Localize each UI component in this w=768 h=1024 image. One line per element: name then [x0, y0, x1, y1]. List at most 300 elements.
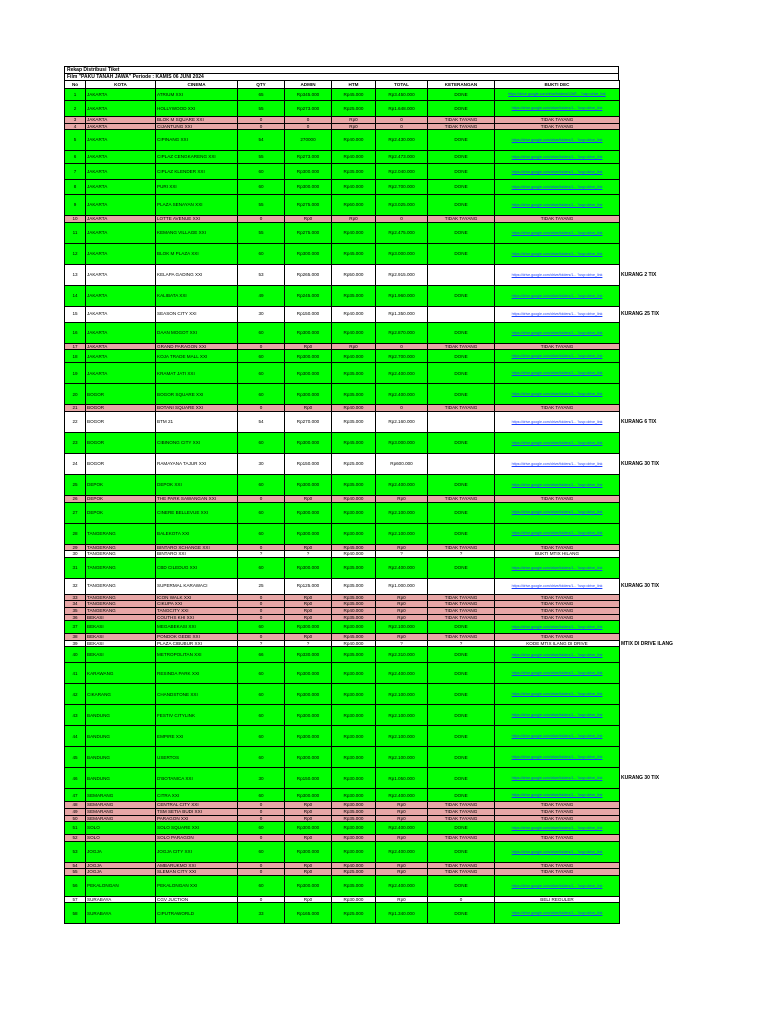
row-admin: Rp273.000 [285, 151, 332, 164]
bukti-drive-link[interactable]: https://drive.google.com/drive/folders/1... ?usp=drive_link [495, 841, 620, 862]
bukti-drive-link[interactable]: https://drive.google.com/drive/folders/1... ?usp=drive_link [495, 180, 620, 195]
table-header-row [65, 81, 620, 89]
row-htm: Rp30.000 [332, 896, 376, 903]
bukti-drive-link[interactable]: https://drive.google.com/drive/folders/1... ?usp=drive_link [495, 789, 620, 802]
row-qty: 33 [238, 903, 285, 924]
row-total: Rp2.040.000 [376, 164, 428, 180]
col-header-admin: ADMIN [285, 81, 332, 89]
row-qty: 0 [238, 117, 285, 124]
row-cinema: CINERE BELLEVUE XXI [156, 502, 238, 523]
row-qty: 0 [238, 634, 285, 641]
table-row [65, 578, 620, 594]
bukti-drive-link[interactable]: https://drive.google.com/drive/folders/1... ?usp=drive_link [495, 523, 620, 544]
row-total: 0 [376, 343, 428, 350]
row-admin: Rp273.000 [285, 101, 332, 117]
row-no: 41 [65, 663, 86, 684]
table-row [65, 411, 620, 432]
row-htm: Rp35.000 [332, 557, 376, 578]
row-no: 18 [65, 350, 86, 363]
row-bukti: TIDAK TAYANG [495, 117, 620, 124]
row-admin: Rp345.000 [285, 89, 332, 101]
row-cinema: BOGOR SQUARE XXI [156, 384, 238, 405]
row-qty: ? [238, 551, 285, 558]
table-row [65, 768, 620, 789]
row-qty: 60 [238, 164, 285, 180]
row-no: 22 [65, 411, 86, 432]
shortage-note: KURANG 2 TIX [621, 271, 657, 278]
bukti-drive-link[interactable]: https://drive.google.com/drive/folders/1... ?usp=drive_link [495, 151, 620, 164]
row-cinema: KELAPA GADING XXI [156, 264, 238, 285]
bukti-drive-link[interactable]: https://drive.google.com/drive/folders/1... ?usp=drive_link [495, 747, 620, 768]
shortage-note: KURANG 6 TIX [621, 418, 657, 425]
row-htm: Rp45.000 [332, 243, 376, 264]
row-total: Rp0 [376, 869, 428, 876]
row-admin: Rp300.000 [285, 384, 332, 405]
row-admin: Rp0 [285, 601, 332, 608]
col-header-qty: QTY [238, 81, 285, 89]
row-kota: TANGERANG [86, 544, 156, 551]
row-cinema: CBD CILEDUG XXI [156, 557, 238, 578]
row-keterangan: DONE [428, 89, 495, 101]
row-htm: Rp25.000 [332, 101, 376, 117]
row-kota: DEPOK [86, 495, 156, 502]
row-keterangan: DONE [428, 822, 495, 835]
row-no: 3 [65, 117, 86, 124]
bukti-drive-link[interactable]: https://drive.google.com/drive/folders/1... ?usp=drive_link [495, 726, 620, 747]
row-htm: Rp40.000 [332, 130, 376, 151]
table-row [65, 789, 620, 802]
row-no: 31 [65, 557, 86, 578]
row-admin: Rp300.000 [285, 684, 332, 705]
row-htm: Rp30.000 [332, 705, 376, 726]
row-cinema: SLEMAN CITY XXI [156, 869, 238, 876]
row-keterangan: DONE [428, 222, 495, 243]
bukti-drive-link[interactable]: https://drive.google.com/drive/folders/1... ?usp=drive_link [495, 557, 620, 578]
row-kota: TANGERANG [86, 557, 156, 578]
row-admin: Rp0 [285, 862, 332, 869]
row-cinema: USERTOS [156, 747, 238, 768]
row-keterangan: TIDAK TAYANG [428, 594, 495, 601]
row-bukti: TIDAK TAYANG [495, 634, 620, 641]
bukti-drive-link[interactable]: https://drive.google.com/drive/folders/1... ?usp=drive_link [495, 350, 620, 363]
row-htm: Rp35.000 [332, 808, 376, 815]
row-admin: Rp125.000 [285, 578, 332, 594]
table-row [65, 123, 620, 130]
bukti-drive-link[interactable]: https://drive.google.com/drive/folders/1... ?usp=drive_link [495, 875, 620, 896]
row-total: Rp0 [376, 614, 428, 621]
row-htm: Rp50.000 [332, 264, 376, 285]
bukti-drive-link[interactable]: https://drive.google.com/drive/folders/1... ?usp=drive_link [495, 264, 620, 285]
row-qty: 60 [238, 705, 285, 726]
row-cinema: KOJA TRADE MALL XXI [156, 350, 238, 363]
row-keterangan: DONE [428, 557, 495, 578]
row-keterangan [428, 411, 495, 432]
row-total: Rp2.100.000 [376, 621, 428, 634]
table-row [65, 322, 620, 343]
row-total: Rp2.475.000 [376, 222, 428, 243]
row-cinema: CHANDSTONE XXI [156, 684, 238, 705]
bukti-drive-link[interactable]: https://drive.google.com/drive/folders/1... ?usp=drive_link [495, 453, 620, 474]
row-htm: Rp40.000 [332, 151, 376, 164]
row-keterangan: DONE [428, 747, 495, 768]
row-qty: 54 [238, 130, 285, 151]
row-admin: Rp150.000 [285, 453, 332, 474]
table-row [65, 663, 620, 684]
row-no: 36 [65, 614, 86, 621]
table-row [65, 453, 620, 474]
row-no: 4 [65, 123, 86, 130]
bukti-drive-link[interactable]: https://drive.google.com/drive/folders/1... ?usp=drive_link [495, 578, 620, 594]
row-qty: 60 [238, 243, 285, 264]
row-kota: JAKARTA [86, 130, 156, 151]
row-cinema: BTM 21 [156, 411, 238, 432]
row-total: Rp2.310.000 [376, 647, 428, 663]
row-total: Rp3.025.000 [376, 195, 428, 216]
row-admin: Rp165.000 [285, 903, 332, 924]
row-keterangan: DONE [428, 285, 495, 306]
row-kota: BANDUNG [86, 768, 156, 789]
row-cinema: CIPINANG XXI [156, 130, 238, 151]
row-cinema: AMBARUKMO XXI [156, 862, 238, 869]
row-total: Rp2.400.000 [376, 363, 428, 384]
row-kota: SEMARANG [86, 808, 156, 815]
row-no: 49 [65, 808, 86, 815]
row-total: Rp0 [376, 835, 428, 842]
bukti-drive-link[interactable]: https://drive.google.com/drive/folders/1... ?usp=drive_link [495, 684, 620, 705]
row-bukti: TIDAK TAYANG [495, 808, 620, 815]
row-cinema: LOTTE AVENUE XXI [156, 216, 238, 223]
bukti-drive-link[interactable]: https://drive.google.com/drive/folders/1... ?usp=drive_link [495, 164, 620, 180]
row-no: 1 [65, 89, 86, 101]
row-total: Rp2.870.000 [376, 322, 428, 343]
row-admin: Rp0 [285, 835, 332, 842]
row-htm: Rp35.000 [332, 815, 376, 822]
row-qty: 0 [238, 544, 285, 551]
table-row [65, 862, 620, 869]
table-row [65, 903, 620, 924]
row-cinema: CITRA XXI [156, 789, 238, 802]
row-admin: Rp0 [285, 216, 332, 223]
row-admin: Rp300.000 [285, 322, 332, 343]
row-no: 46 [65, 768, 86, 789]
row-keterangan: DONE [428, 350, 495, 363]
row-kota: JAKARTA [86, 89, 156, 101]
row-no: 23 [65, 432, 86, 453]
row-admin: Rp300.000 [285, 474, 332, 495]
row-admin: Rp150.000 [285, 306, 332, 322]
row-admin: Rp0 [285, 544, 332, 551]
row-cinema: KALIBATA XXI [156, 285, 238, 306]
row-qty: 60 [238, 789, 285, 802]
row-kota: SOLO [86, 822, 156, 835]
row-total: Rp2.160.000 [376, 411, 428, 432]
table-row [65, 405, 620, 412]
shortage-note: KURANG 30 TIX [621, 460, 660, 467]
row-qty: 0 [238, 216, 285, 223]
row-no: 16 [65, 322, 86, 343]
row-keterangan: 0 [428, 896, 495, 903]
row-keterangan: TIDAK TAYANG [428, 123, 495, 130]
row-keterangan: TIDAK TAYANG [428, 544, 495, 551]
row-kota: JAKARTA [86, 322, 156, 343]
row-no: 19 [65, 363, 86, 384]
row-htm: Rp30.000 [332, 747, 376, 768]
row-no: 27 [65, 502, 86, 523]
bukti-drive-link[interactable]: https://drive.google.com/drive/folders/1... ?usp=drive_link [495, 903, 620, 924]
row-cinema: SOLO SQUARE XXI [156, 822, 238, 835]
row-admin: Rp0 [285, 634, 332, 641]
row-no: 30 [65, 551, 86, 558]
row-keterangan: DONE [428, 502, 495, 523]
row-admin: Rp300.000 [285, 432, 332, 453]
row-no: 11 [65, 222, 86, 243]
row-admin: Rp300.000 [285, 822, 332, 835]
bukti-drive-link[interactable]: https://drive.google.com/drive/folders/1... ?usp=drive_link [495, 130, 620, 151]
row-admin: Rp300.000 [285, 875, 332, 896]
table-row [65, 747, 620, 768]
row-total: Rp2.100.000 [376, 705, 428, 726]
row-no: 17 [65, 343, 86, 350]
row-total: Rp2.400.000 [376, 841, 428, 862]
row-qty: 60 [238, 875, 285, 896]
bukti-drive-link[interactable]: https://drive.google.com/drive/folders/1... ?usp=drive_link [495, 285, 620, 306]
bukti-drive-link[interactable]: https://drive.google.com/drive/folders/1... ?usp=drive_link [495, 243, 620, 264]
row-keterangan: DONE [428, 875, 495, 896]
row-no: 52 [65, 835, 86, 842]
row-total: Rp0 [376, 601, 428, 608]
row-qty: 66 [238, 647, 285, 663]
table-row [65, 243, 620, 264]
row-kota: BANDUNG [86, 726, 156, 747]
row-cinema: ICON WALK XXI [156, 594, 238, 601]
bukti-drive-link[interactable]: https://drive.google.com/drive/folders/1... ?usp=drive_link [495, 647, 620, 663]
row-total: Rp1.960.000 [376, 285, 428, 306]
row-kota: SEMARANG [86, 815, 156, 822]
table-row [65, 869, 620, 876]
table-row [65, 216, 620, 223]
table-row [65, 896, 620, 903]
row-bukti: TIDAK TAYANG [495, 601, 620, 608]
row-bukti: TIDAK TAYANG [495, 614, 620, 621]
row-admin: Rp0 [285, 815, 332, 822]
row-cinema: PLAZA CIBUBUR XXI [156, 640, 238, 647]
row-keterangan: TIDAK TAYANG [428, 862, 495, 869]
row-total: 0 [376, 405, 428, 412]
row-qty: 60 [238, 384, 285, 405]
bukti-drive-link[interactable]: https://drive.google.com/drive/folders/1... ?usp=drive_link [495, 474, 620, 495]
row-total: 0 [376, 117, 428, 124]
row-htm: Rp25.000 [332, 453, 376, 474]
col-header-total: TOTAL [376, 81, 428, 89]
row-admin: Rp300.000 [285, 523, 332, 544]
table-row [65, 726, 620, 747]
row-kota: JAKARTA [86, 363, 156, 384]
row-kota: JOGJA [86, 869, 156, 876]
row-cinema: MEGABEKASI XXI [156, 621, 238, 634]
row-total: Rp0 [376, 802, 428, 809]
table-row [65, 601, 620, 608]
row-htm: Rp35.000 [332, 594, 376, 601]
bukti-drive-link[interactable]: https://drive.google.com/drive/folders/1... ?usp=drive_link [495, 195, 620, 216]
row-htm: Rp0 [332, 123, 376, 130]
row-kota: BOGOR [86, 411, 156, 432]
row-kota: JAKARTA [86, 343, 156, 350]
bukti-drive-link[interactable]: https://drive.google.com/drive/folders/1... ?usp=drive_link [495, 705, 620, 726]
row-admin: ? [285, 640, 332, 647]
table-row [65, 151, 620, 164]
bukti-drive-link[interactable]: https://drive.google.com/drive/folders/1... ?usp=drive_link [495, 306, 620, 322]
row-bukti: TIDAK TAYANG [495, 343, 620, 350]
row-qty: 60 [238, 474, 285, 495]
row-kota: JAKARTA [86, 306, 156, 322]
bukti-drive-link[interactable]: https://drive.google.com/drive/folders/1... ?usp=drive_link [495, 222, 620, 243]
row-admin: Rp0 [285, 343, 332, 350]
shortage-note: KURANG 30 TIX [621, 583, 660, 590]
row-qty: 0 [238, 808, 285, 815]
row-cinema: HOLLYWOOD XXI [156, 101, 238, 117]
bukti-drive-link[interactable]: https://drive.google.com/drive/folders/1... ?usp=drive_link [495, 663, 620, 684]
row-bukti: BUKTI MTIX HILANG [495, 551, 620, 558]
row-keterangan [428, 264, 495, 285]
row-no: 15 [65, 306, 86, 322]
bukti-drive-link[interactable]: https://drive.google.com/drive/folders/1... ?usp=drive_link [495, 432, 620, 453]
row-cinema: DEPOK XXI [156, 474, 238, 495]
table-row [65, 264, 620, 285]
row-kota: JAKARTA [86, 264, 156, 285]
row-total: Rp0 [376, 896, 428, 903]
row-qty: 60 [238, 502, 285, 523]
row-keterangan: TIDAK TAYANG [428, 614, 495, 621]
table-row [65, 822, 620, 835]
row-keterangan: DONE [428, 180, 495, 195]
sheet-title: Rekap Distribusi Tiket [64, 66, 619, 73]
row-cinema: COUTHS KHI XXI [156, 614, 238, 621]
row-keterangan: TIDAK TAYANG [428, 405, 495, 412]
row-cinema: RESINDA PARK XXI [156, 663, 238, 684]
bukti-drive-link[interactable]: https://drive.google.com/drive/folders/1... ?usp=drive_link [495, 363, 620, 384]
row-cinema: PURI XXI [156, 180, 238, 195]
row-admin: Rp275.000 [285, 195, 332, 216]
row-no: 32 [65, 578, 86, 594]
row-no: 55 [65, 869, 86, 876]
row-qty: 54 [238, 411, 285, 432]
row-htm: Rp60.000 [332, 195, 376, 216]
row-keterangan: DONE [428, 243, 495, 264]
row-kota: TANGERANG [86, 578, 156, 594]
bukti-drive-link[interactable]: https://drive.google.com/drive/folders/1... ?usp=drive_link [495, 768, 620, 789]
row-qty: 0 [238, 802, 285, 809]
row-cinema: DAAN MOGOT XXI [156, 322, 238, 343]
row-qty: 55 [238, 195, 285, 216]
row-htm: Rp40.000 [332, 180, 376, 195]
bukti-drive-link[interactable]: https://drive.google.com/drive/folders/1... ?usp=drive_link [495, 101, 620, 117]
row-bukti: TIDAK TAYANG [495, 594, 620, 601]
row-htm: Rp40.000 [332, 222, 376, 243]
row-cinema: KEMANG VILLAGE XXI [156, 222, 238, 243]
row-total: Rp2.473.000 [376, 151, 428, 164]
bukti-drive-link[interactable]: https://drive.google.com/drive/folders/1... ?usp=drive_link [495, 822, 620, 835]
row-keterangan: TIDAK TAYANG [428, 343, 495, 350]
table-row [65, 875, 620, 896]
row-admin: Rp300.000 [285, 789, 332, 802]
row-bukti: TIDAK TAYANG [495, 835, 620, 842]
row-keterangan [428, 453, 495, 474]
row-qty: 0 [238, 123, 285, 130]
row-total: Rp0 [376, 815, 428, 822]
row-total: Rp2.100.000 [376, 726, 428, 747]
row-htm: Rp40.000 [332, 306, 376, 322]
row-admin: 270000 [285, 130, 332, 151]
row-total: Rp2.700.000 [376, 180, 428, 195]
row-kota: JAKARTA [86, 101, 156, 117]
bukti-drive-link[interactable]: https://drive.google.com/drive/folders/1... ?usp=drive_link [495, 384, 620, 405]
bukti-drive-link[interactable]: https://drive.google.com/drive/folders/1... ?usp=drive_link [495, 322, 620, 343]
row-admin: Rp300.000 [285, 726, 332, 747]
col-header-kota: KOTA [86, 81, 156, 89]
row-keterangan: DONE [428, 647, 495, 663]
row-kota: BEKASI [86, 614, 156, 621]
row-qty: 0 [238, 896, 285, 903]
row-no: 42 [65, 684, 86, 705]
row-qty: 30 [238, 306, 285, 322]
row-admin: Rp300.000 [285, 502, 332, 523]
row-keterangan: TIDAK TAYANG [428, 607, 495, 614]
row-cinema: PEKALONGAN XXI [156, 875, 238, 896]
row-qty: 0 [238, 594, 285, 601]
row-kota: PEKALONGAN [86, 875, 156, 896]
table-row [65, 130, 620, 151]
row-total: Rp0 [376, 862, 428, 869]
table-row [65, 551, 620, 558]
table-row [65, 808, 620, 815]
bukti-drive-link[interactable]: https://drive.google.com/drive/folders/12bR... ?usp=drive_link [495, 89, 620, 101]
row-bukti: TIDAK TAYANG [495, 405, 620, 412]
row-kota: JAKARTA [86, 243, 156, 264]
row-qty: 60 [238, 747, 285, 768]
row-kota: BOGOR [86, 405, 156, 412]
row-total: Rp2.430.000 [376, 130, 428, 151]
row-total: Rp2.400.000 [376, 663, 428, 684]
bukti-drive-link[interactable]: https://drive.google.com/drive/folders/1... ?usp=drive_link [495, 502, 620, 523]
row-cinema: BLOK M PLAZA XXI [156, 243, 238, 264]
row-qty: 60 [238, 621, 285, 634]
row-total: Rp0 [376, 634, 428, 641]
table-row [65, 594, 620, 601]
row-cinema: PLAZA SENAYAN XXI [156, 195, 238, 216]
bukti-drive-link[interactable]: https://drive.google.com/drive/folders/1... ?usp=drive_link [495, 621, 620, 634]
row-qty: 0 [238, 607, 285, 614]
row-bukti: KODE MTIX ILANG DI DRIVE [495, 640, 620, 647]
row-qty: 60 [238, 432, 285, 453]
row-keterangan [428, 578, 495, 594]
row-bukti: TIDAK TAYANG [495, 123, 620, 130]
row-total: Rp3.000.000 [376, 432, 428, 453]
row-keterangan: DONE [428, 523, 495, 544]
row-qty: 60 [238, 363, 285, 384]
row-qty: 0 [238, 601, 285, 608]
row-no: 39 [65, 640, 86, 647]
row-cinema: FESTIV CITYLINK [156, 705, 238, 726]
row-kota: TANGERANG [86, 601, 156, 608]
row-total: Rp0 [376, 495, 428, 502]
row-admin: Rp270.000 [285, 411, 332, 432]
table-row [65, 195, 620, 216]
row-kota: BANDUNG [86, 747, 156, 768]
row-kota: DEPOK [86, 502, 156, 523]
row-no: 57 [65, 896, 86, 903]
bukti-drive-link[interactable]: https://drive.google.com/drive/folders/1... ?usp=drive_link [495, 411, 620, 432]
row-kota: BANDUNG [86, 705, 156, 726]
